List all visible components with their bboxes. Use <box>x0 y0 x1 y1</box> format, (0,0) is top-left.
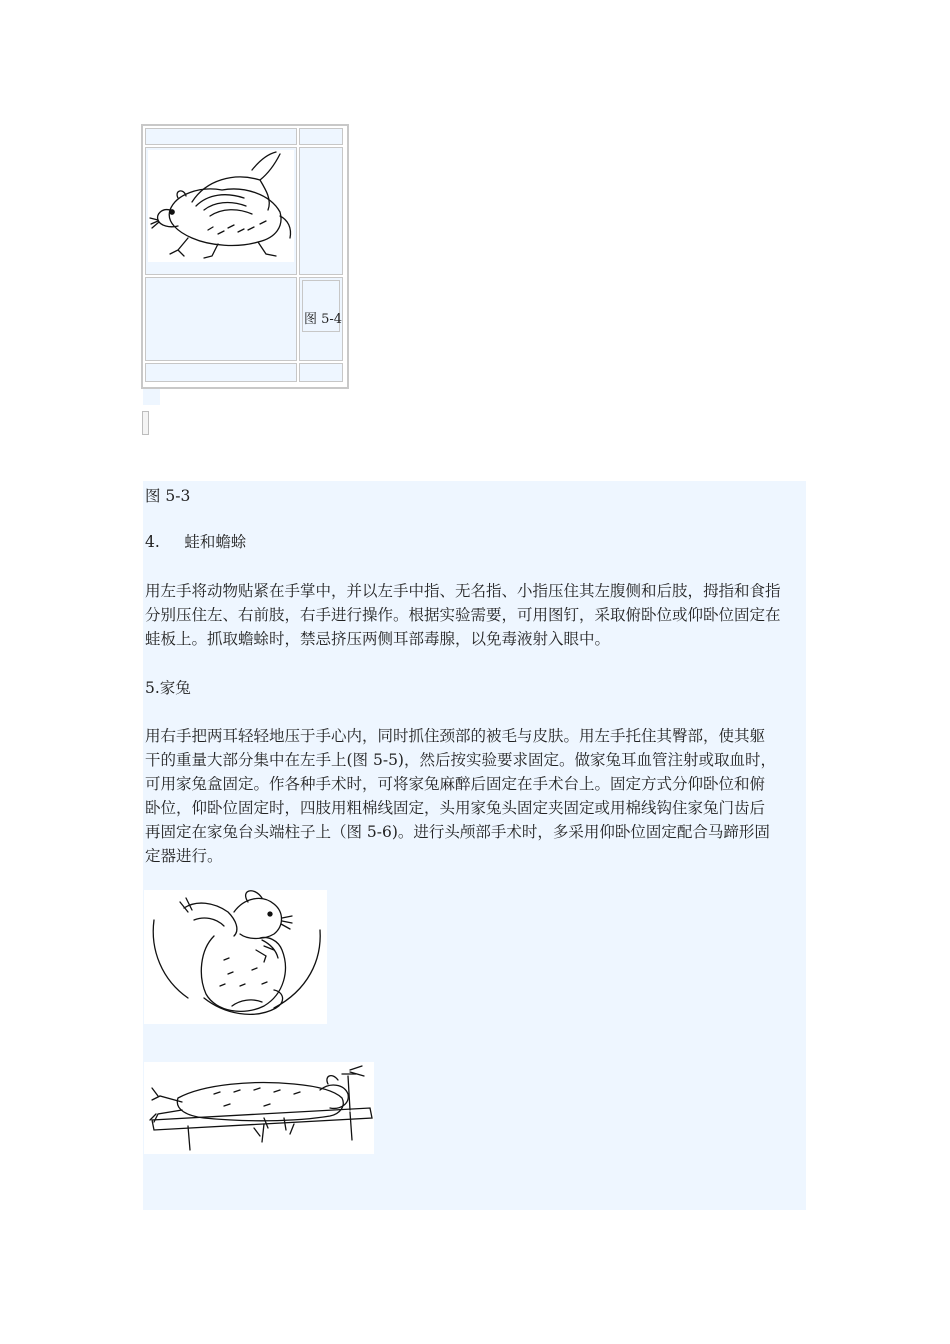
paragraph-frog-line-2: 分别压住左、右前肢，右手进行操作。根据实验需要，可用图钉，采取俯卧位或仰卧位固定在 <box>145 606 781 624</box>
table-cell <box>145 128 297 145</box>
paragraph-rabbit-line-1: 用右手把两耳轻轻地压于手心内，同时抓住颈部的被毛与皮肤。用左手托住其臀部，使其躯 <box>145 727 766 745</box>
table-cell <box>145 363 297 382</box>
empty-cell-marker <box>143 389 160 405</box>
table-cell <box>145 147 297 275</box>
rabbit-holding-image <box>144 890 327 1024</box>
table-cell <box>299 363 343 382</box>
paragraph-rabbit-line-4: 卧位，仰卧位固定时，四肢用粗棉线固定，头用家兔头固定夹固定或用棉线钩住家兔门齿后 <box>145 799 766 817</box>
heading-frog-toad: 4. 蛙和蟾蜍 <box>145 533 247 551</box>
paragraph-rabbit-line-6: 定器进行。 <box>145 847 223 865</box>
table-cell <box>145 277 297 361</box>
empty-frame-marker <box>142 411 149 435</box>
figure-caption-5-3: 图 5-3 <box>145 487 191 505</box>
paragraph-rabbit-line-2: 干的重量大部分集中在左手上(图 5-5)，然后按实验要求固定。做家兔耳血管注射或取血时， <box>145 751 776 769</box>
rabbit-board-image <box>144 1062 374 1154</box>
table-cell <box>299 277 343 361</box>
figure-table <box>141 124 349 389</box>
paragraph-frog-line-3: 蛙板上。抓取蟾蜍时，禁忌挤压两侧耳部毒腺，以免毒液射入眼中。 <box>145 630 611 648</box>
table-cell <box>299 147 343 275</box>
figure-caption-5-4: 图 5-4 <box>304 312 343 327</box>
rat-handling-image <box>148 150 294 262</box>
paragraph-rabbit-line-3: 可用家兔盒固定。作各种手术时，可将家兔麻醉后固定在手术台上。固定方式分仰卧位和俯 <box>145 775 766 793</box>
heading-rabbit: 5.家兔 <box>145 679 191 697</box>
paragraph-rabbit-line-5: 再固定在家兔台头端柱子上（图 5-6)。进行头颅部手术时，多采用仰卧位固定配合马蹄形固 <box>145 823 770 841</box>
paragraph-frog-line-1: 用左手将动物贴紧在手掌中，并以左手中指、无名指、小指压住其左腹侧和后肢，拇指和食指 <box>145 582 781 600</box>
table-cell <box>299 128 343 145</box>
